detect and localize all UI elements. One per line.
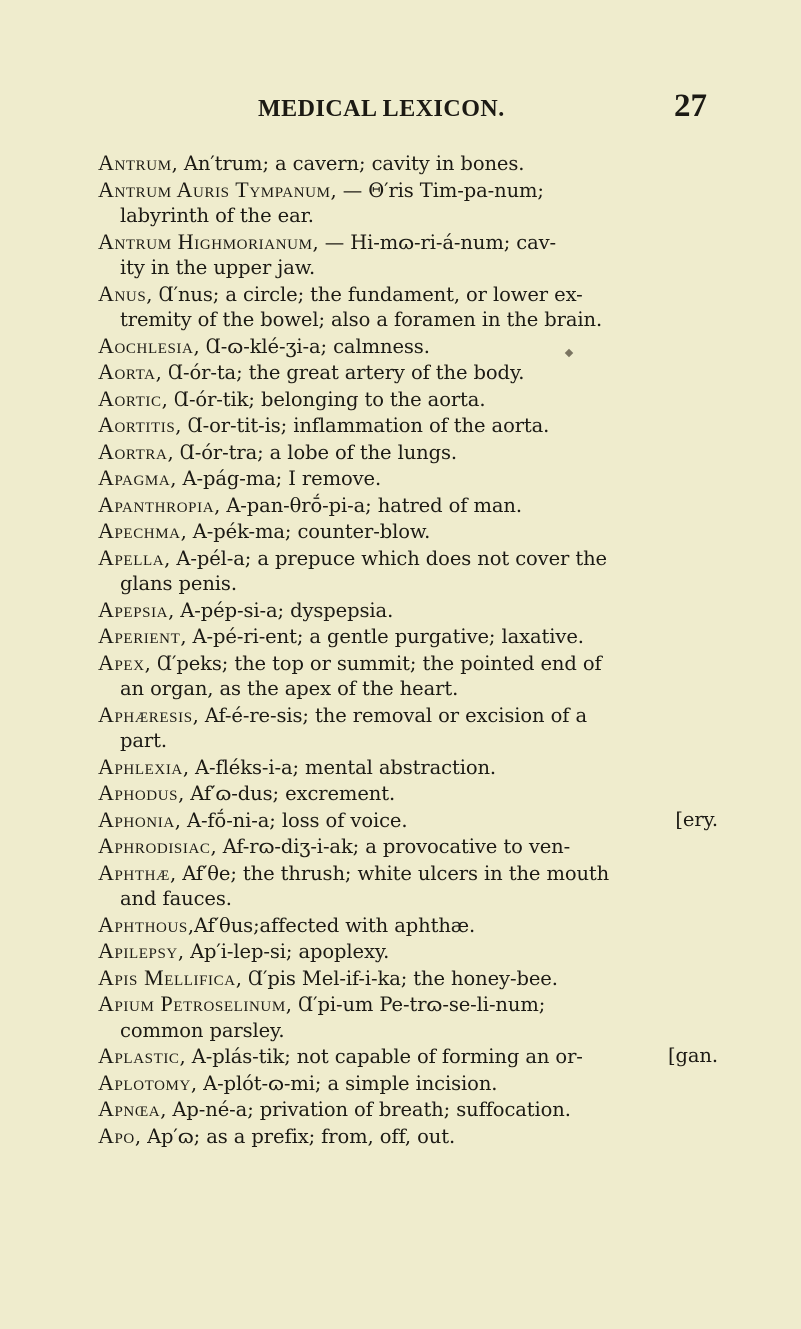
lexicon-entry xyxy=(98,807,718,834)
lexicon-entry xyxy=(98,702,718,754)
entry-definition: , Ɑ-ɷ-klé-ʒi-a; calmness. xyxy=(193,334,430,358)
entry-headword: Aphlexia xyxy=(98,753,183,779)
entry-headword: Aplastic xyxy=(98,1043,180,1068)
entry-continuation: part. xyxy=(120,729,167,752)
entry-definition: , An′trum; a cavern; cavity in bones. xyxy=(171,152,525,175)
lexicon-entry xyxy=(98,229,718,281)
entry-definition: , Ɑ-ór-ta; the great artery of the body. xyxy=(155,361,525,384)
entry-definition: , Af′ɷ-dus; excrement. xyxy=(178,782,396,805)
entry-headword: Apilepsy xyxy=(98,938,178,963)
entry-headword: Aphthæ xyxy=(98,859,170,885)
lexicon-entry xyxy=(98,860,718,912)
lexicon-entry xyxy=(98,833,718,860)
entry-definition: , Ap-né-a; privation of breath; suffocation. xyxy=(160,1098,571,1121)
lexicon-entry xyxy=(98,623,718,650)
entry-continuation: tremity of the bowel; also a foramen in the brain. xyxy=(120,308,603,331)
lexicon-entry xyxy=(98,938,718,965)
entry-headword: Aplotomy xyxy=(98,1069,191,1095)
lexicon-entries xyxy=(98,150,718,1149)
entry-headword: Apanthropia xyxy=(98,491,215,517)
entry-headword: Apella xyxy=(98,544,165,570)
entry-definition: , Ɑ-or-tit-is; inflammation of the aorta. xyxy=(175,414,550,437)
lexicon-entry xyxy=(98,465,718,492)
running-head xyxy=(0,84,801,124)
entry-headword: Antrum Auris Tympanum xyxy=(98,176,331,202)
entry-headword: Aphæresis xyxy=(98,701,193,727)
entry-definition: , A-pág-ma; I remove. xyxy=(170,467,382,490)
page-number: 27 xyxy=(674,88,707,124)
entry-definition: , Ɑ′pis Mel-if-i-ka; the honey-bee. xyxy=(235,966,558,990)
entry-headword: Apagma xyxy=(98,465,171,490)
lexicon-entry xyxy=(98,492,718,519)
lexicon-entry xyxy=(98,412,718,439)
lexicon-entry xyxy=(98,780,718,807)
entry-continuation: glans penis. xyxy=(120,572,237,595)
entry-continuation: an organ, as the apex of the heart. xyxy=(120,677,459,700)
entry-headword: Aphrodisiac xyxy=(98,833,211,858)
entry-definition: , A-plót-ɷ-mi; a simple incision. xyxy=(190,1071,498,1095)
entry-headword: Apechma xyxy=(98,518,181,543)
entry-headword: Aortra xyxy=(98,438,168,464)
entry-definition: , Ɑ′nus; a circle; the fundament, or lower ex- xyxy=(146,282,583,306)
lexicon-entry xyxy=(98,359,718,386)
entry-headword: Apis Mellifica xyxy=(98,964,236,990)
lexicon-entry xyxy=(98,281,718,333)
entry-headword: Aphthous xyxy=(98,911,188,937)
entry-headword: Anus xyxy=(98,280,147,306)
lexicon-entry xyxy=(98,177,718,229)
entry-definition: , Ap′i-lep-si; apoplexy. xyxy=(177,940,390,963)
lexicon-entry xyxy=(98,1043,718,1070)
entry-definition: , Af-é-re-sis; the removal or excision of a xyxy=(192,703,587,727)
entry-continuation: and fauces. xyxy=(120,887,232,910)
lexicon-entry xyxy=(98,1123,718,1150)
entry-definition: , Ɑ-ór-tra; a lobe of the lungs. xyxy=(167,440,458,464)
entry-definition: , — Hi-mɷ-ri-á-num; cav- xyxy=(312,230,557,254)
entry-headword: Aphodus xyxy=(98,780,179,805)
lexicon-entry xyxy=(98,597,718,624)
entry-headword: Apo xyxy=(98,1122,135,1148)
entry-headword: Aphonia xyxy=(98,806,175,832)
entry-definition: , Ɑ′pi-um Pe-trɷ-se-li-num; xyxy=(285,993,546,1016)
running-title: MEDICAL LEXICON. xyxy=(258,96,505,122)
lexicon-entry xyxy=(98,386,718,413)
lexicon-entry xyxy=(98,912,718,939)
entry-headword: Aorta xyxy=(98,359,156,384)
entry-runover: [gan. xyxy=(668,1044,718,1067)
entry-definition: , A-pé-ri-ent; a gentle purgative; laxative. xyxy=(180,625,584,648)
entry-headword: Apepsia xyxy=(98,596,169,622)
lexicon-entry xyxy=(98,150,718,177)
entry-headword: Apex xyxy=(98,649,145,675)
entry-definition: , A-fṓ-ni-a; loss of voice. xyxy=(174,808,408,832)
lexicon-entry xyxy=(98,650,718,702)
entry-definition: , A-pél-a; a prepuce which does not cover the xyxy=(164,546,607,570)
entry-definition: , A-plás-tik; not capable of forming an or- xyxy=(179,1045,583,1068)
entry-definition: , Af′θe; the thrush; white ulcers in the mouth xyxy=(170,861,610,885)
entry-definition: , Ɑ-ór-tik; belonging to the aorta. xyxy=(161,387,486,411)
entry-definition: , A-pan-θrṓ-pi-a; hatred of man. xyxy=(214,493,522,517)
lexicon-entry xyxy=(98,965,718,992)
lexicon-entry xyxy=(98,754,718,781)
lexicon-entry xyxy=(98,1096,718,1123)
entry-headword: Aortitis xyxy=(98,412,176,437)
entry-definition: , Ɑ′peks; the top or summit; the pointed end of xyxy=(144,651,602,675)
entry-runover: [ery. xyxy=(675,807,718,831)
entry-headword: Aperient xyxy=(98,623,181,648)
lexicon-entry xyxy=(98,545,718,597)
lexicon-entry xyxy=(98,518,718,545)
lexicon-entry xyxy=(98,1070,718,1097)
entry-headword: Aortic xyxy=(98,385,162,411)
entry-definition: , — Θ′ris Tim-pa-num; xyxy=(330,178,544,202)
entry-continuation: labyrinth of the ear. xyxy=(120,204,314,227)
entry-definition: , A-pék-ma; counter-blow. xyxy=(180,520,431,543)
entry-continuation: ity in the upper jaw. xyxy=(120,256,316,279)
entry-headword: Antrum xyxy=(98,150,172,175)
entry-continuation: common parsley. xyxy=(120,1018,285,1042)
lexicon-entry xyxy=(98,439,718,466)
entry-definition: , Af-rɷ-diʒ-i-ak; a provocative to ven- xyxy=(210,835,571,858)
entry-definition: ,Af′θus;affected with aphthæ. xyxy=(187,913,476,937)
entry-definition: , A-fléks-i-a; mental abstraction. xyxy=(182,755,497,779)
entry-headword: Antrum Highmorianum xyxy=(98,228,313,254)
entry-definition: , Ap′ɷ; as a prefix; from, off, out. xyxy=(134,1124,456,1148)
entry-headword: Aochlesia xyxy=(98,332,194,358)
entry-headword: Apium Petroselinum xyxy=(98,991,286,1016)
entry-headword: Apnœa xyxy=(98,1096,161,1121)
entry-definition: , A-pép-si-a; dyspepsia. xyxy=(168,598,394,622)
lexicon-entry xyxy=(98,333,718,360)
